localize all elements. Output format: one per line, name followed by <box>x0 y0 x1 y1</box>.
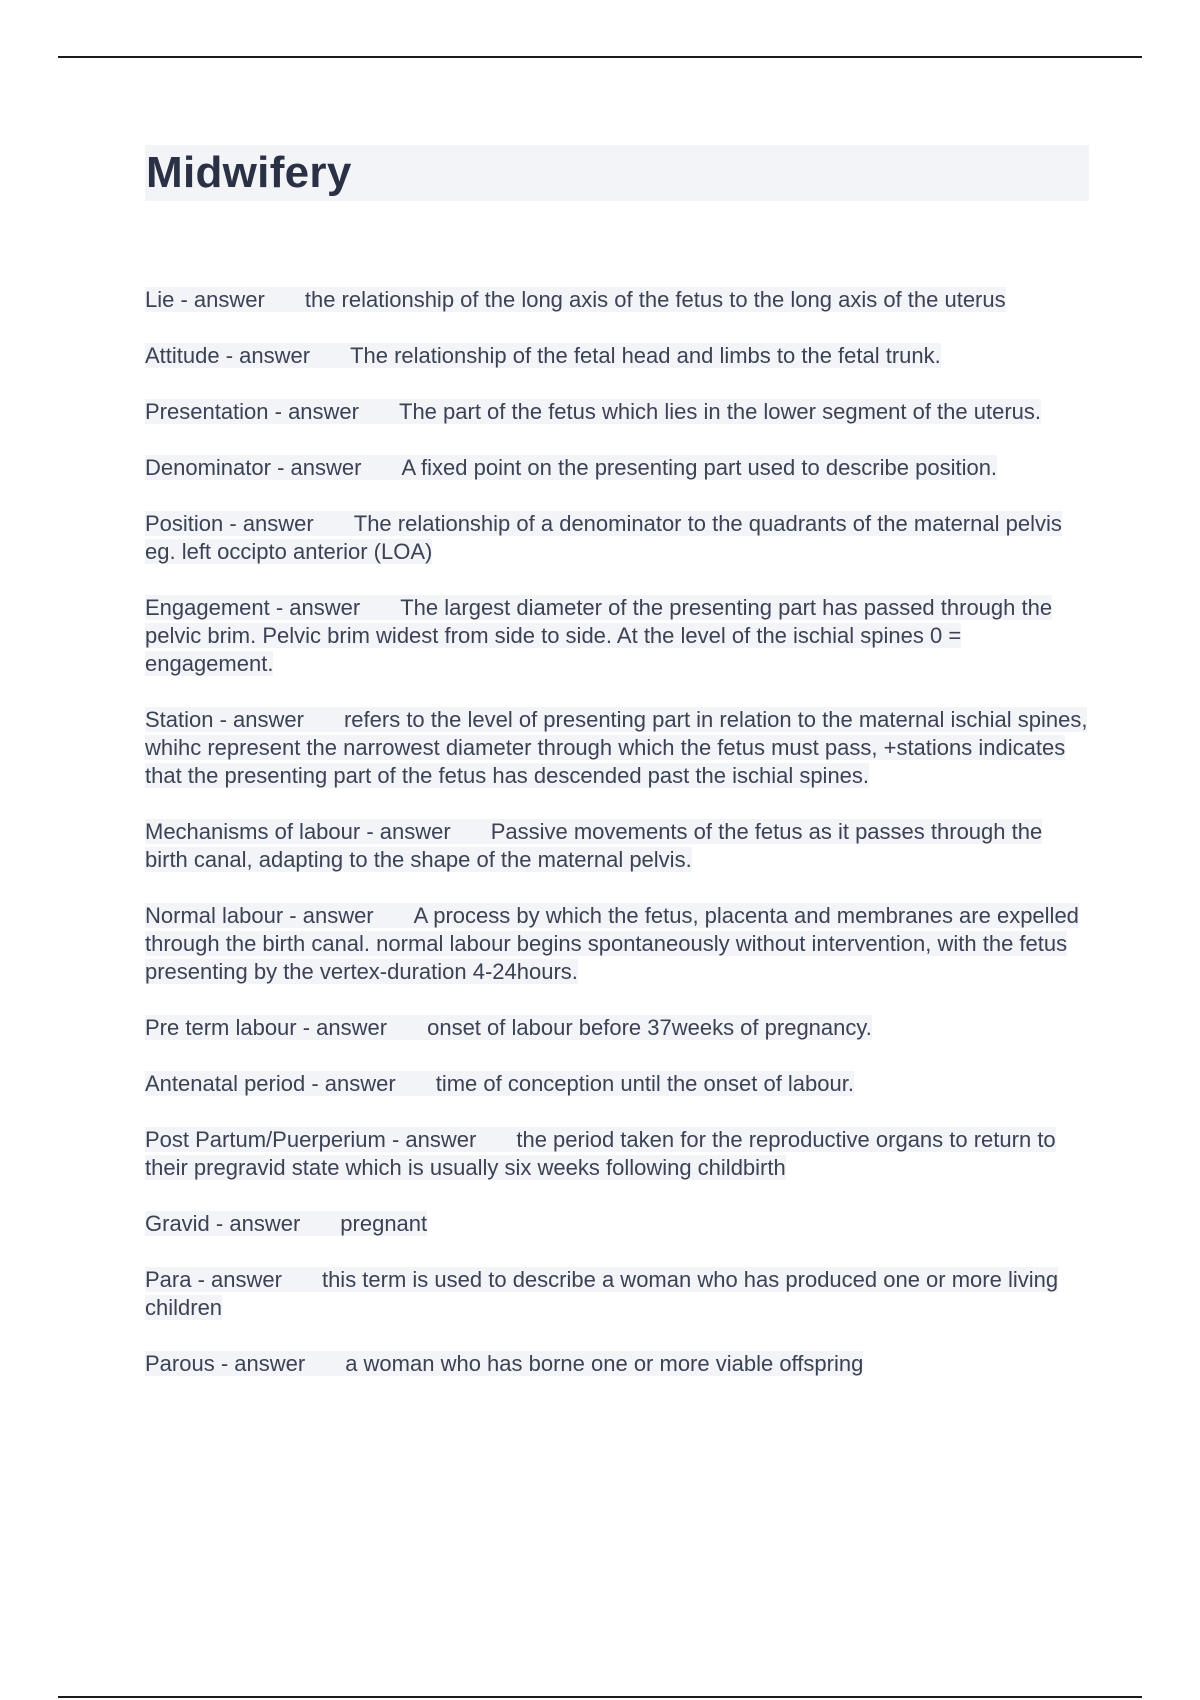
card-definition: pregnant <box>340 1211 428 1236</box>
card-definition: the period taken for the reproductive organs to return to their pregravid state which is usually six weeks following childbirth <box>145 1127 1056 1180</box>
page-title: Midwifery <box>145 145 1089 201</box>
flashcard <box>145 1070 1089 1098</box>
flashcard <box>145 342 1089 370</box>
top-divider <box>58 56 1142 58</box>
card-definition: Passive movements of the fetus as it passes through the birth canal, adapting to the shape of the maternal pelvis. <box>145 819 1043 872</box>
card-term: Parous - answer <box>145 1351 306 1376</box>
card-term: Para - answer <box>145 1267 282 1292</box>
card-term: Attitude - answer <box>145 343 311 368</box>
card-definition: a woman who has borne one or more viable offspring <box>345 1351 864 1376</box>
card-definition: The largest diameter of the presenting part has passed through the pelvic brim. Pelvic brim widest from side to side. At the level of the ischial spines 0 = engagement. <box>145 595 1053 676</box>
card-definition: A process by which the fetus, placenta and membranes are expelled through the birth canal. normal labour begins spontaneously without intervention, with the fetus presenting by the vertex-duration 4-24hours. <box>145 903 1079 984</box>
card-definition: the relationship of the long axis of the fetus to the long axis of the uterus <box>304 287 1006 312</box>
card-definition: time of conception until the onset of labour. <box>435 1071 854 1096</box>
card-term: Gravid - answer <box>145 1211 301 1236</box>
flashcard <box>145 594 1089 678</box>
flashcard-list <box>145 286 1089 1378</box>
flashcard <box>145 1350 1089 1378</box>
card-term: Mechanisms of labour - answer <box>145 819 451 844</box>
card-definition: A fixed point on the presenting part used to describe position. <box>401 455 998 480</box>
flashcard <box>145 510 1089 566</box>
card-definition: this term is used to describe a woman who has produced one or more living children <box>145 1267 1059 1320</box>
card-term: Presentation - answer <box>145 399 359 424</box>
card-term: Position - answer <box>145 511 314 536</box>
flashcard <box>145 286 1089 314</box>
card-term: Normal labour - answer <box>145 903 374 928</box>
flashcard <box>145 1126 1089 1182</box>
flashcard <box>145 398 1089 426</box>
flashcard <box>145 1014 1089 1042</box>
flashcard <box>145 706 1089 790</box>
document-body <box>145 145 1089 1406</box>
card-term: Lie - answer <box>145 287 265 312</box>
card-term: Denominator - answer <box>145 455 362 480</box>
card-definition: The relationship of a denominator to the quadrants of the maternal pelvis eg. left occipto anterior (LOA) <box>145 511 1062 564</box>
card-term: Engagement - answer <box>145 595 361 620</box>
card-definition: onset of labour before 37weeks of pregnancy. <box>427 1015 872 1040</box>
card-definition: refers to the level of presenting part in relation to the maternal ischial spines, whihc represent the narrowest diameter through which the fetus must pass, +stations indicates that the presenting part of the fetus has descended past the ischial spines. <box>145 707 1088 788</box>
bottom-divider <box>58 1696 1142 1698</box>
card-term: Post Partum/Puerperium - answer <box>145 1127 477 1152</box>
flashcard <box>145 818 1089 874</box>
flashcard <box>145 1266 1089 1322</box>
card-definition: The part of the fetus which lies in the lower segment of the uterus. <box>399 399 1042 424</box>
card-term: Station - answer <box>145 707 304 732</box>
card-term: Pre term labour - answer <box>145 1015 388 1040</box>
card-definition: The relationship of the fetal head and limbs to the fetal trunk. <box>350 343 941 368</box>
flashcard <box>145 454 1089 482</box>
flashcard <box>145 902 1089 986</box>
flashcard <box>145 1210 1089 1238</box>
card-term: Antenatal period - answer <box>145 1071 396 1096</box>
